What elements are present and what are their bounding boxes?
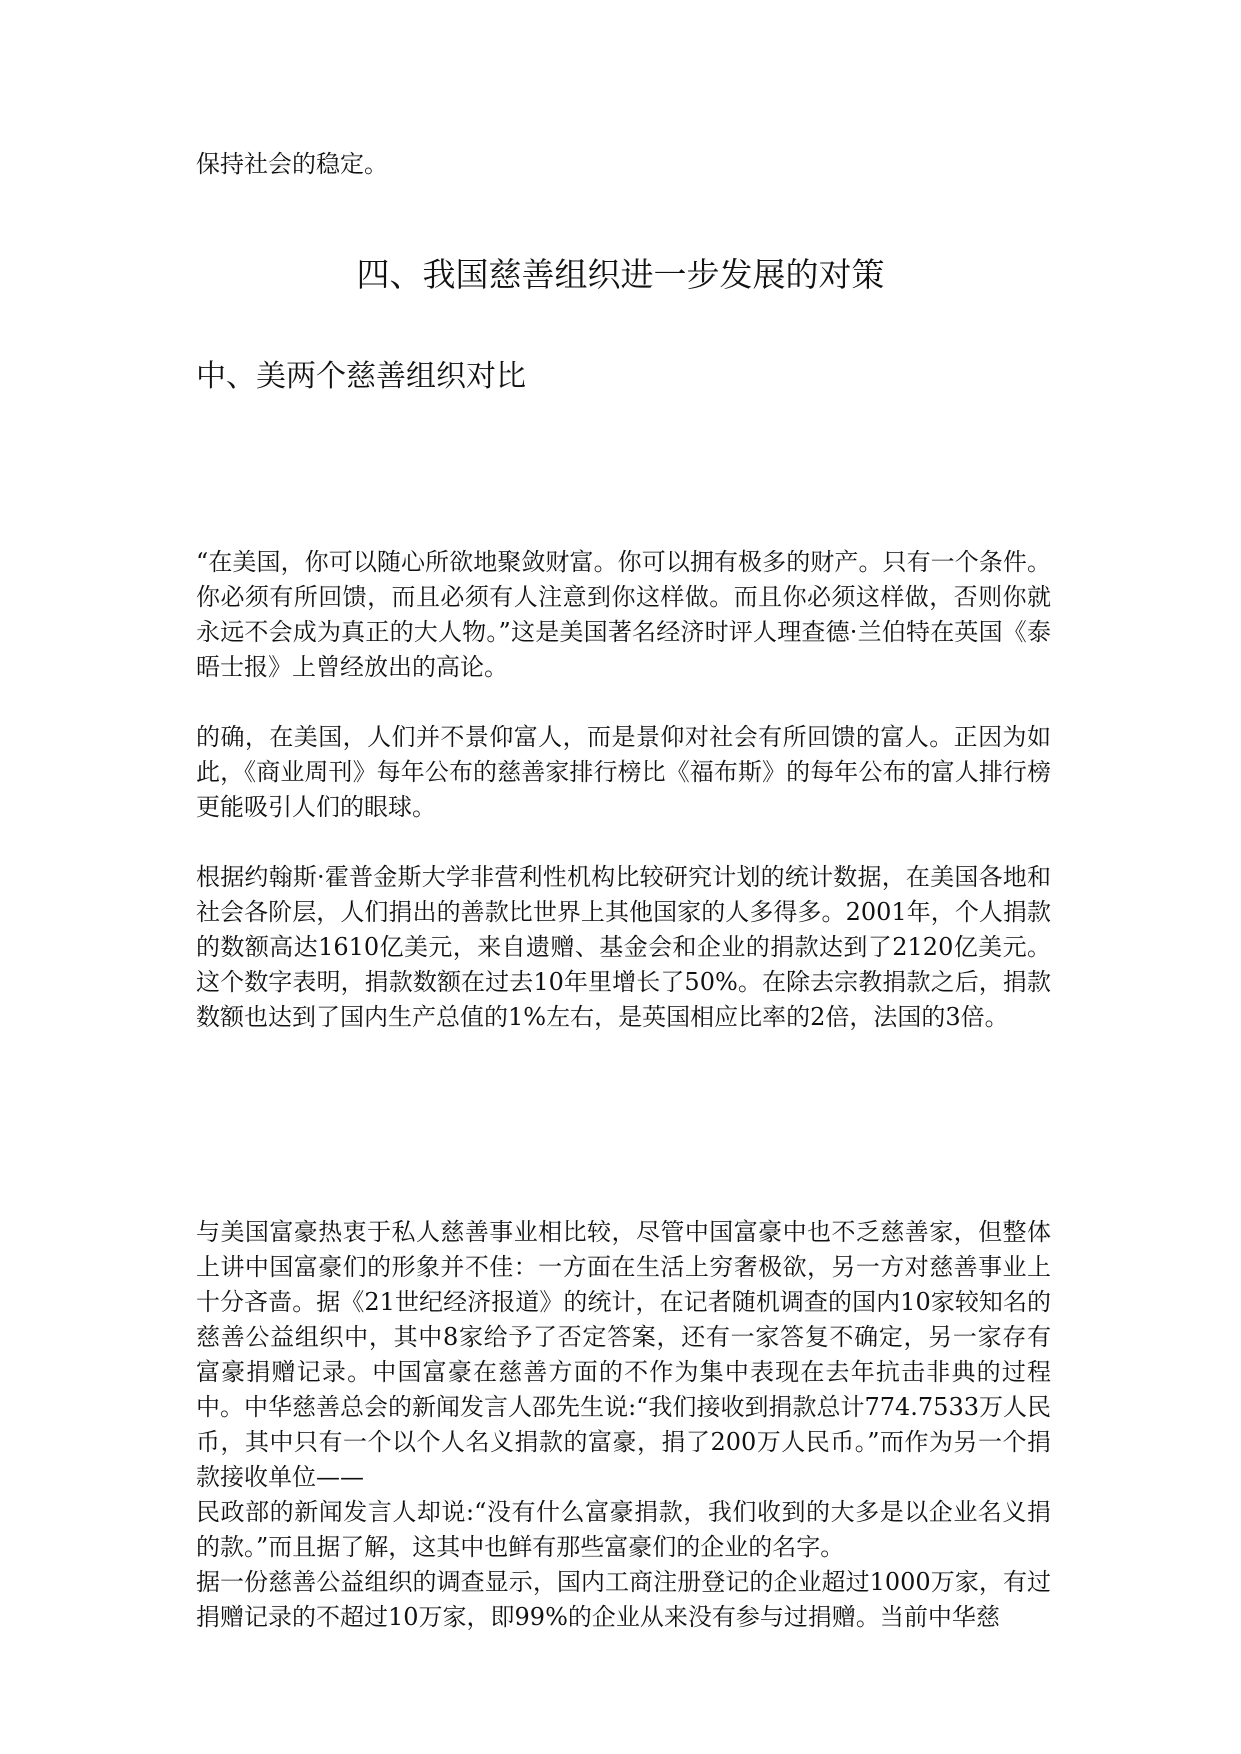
- paragraph-china-comparison: 与美国富豪热衷于私人慈善事业相比较，尽管中国富豪中也不乏慈善家，但整体上讲中国富豪们的形象并不佳：一方面在生活上穷奢极欲，另一方对慈善事业上十分吝啬。据《21世纪经济报道》的统计，在记者随机调查的国内10家较知名的慈善公益组织中，其中8家给予了否定答案，还有一家答复不确定，另一家存有富豪捐赠记录。中国富豪在慈善方面的不作为集中表现在去年抗击非典的过程中。中华慈善总会的新闻发言人邵先生说:“我们接收到捐款总计774.7533万人民币，其中只有一个以个人名义捐款的富豪，捐了200万人民币。”而作为另一个捐款接收单位——: [196, 1218, 1051, 1491]
- paragraph-lambert-quote: “在美国，你可以随心所欲地聚敛财富。你可以拥有极多的财产。只有一个条件。你必须有所回馈，而且必须有人注意到你这样做。而且你必须这样做，否则你就永远不会成为真正的大人物。”这是美国著名经济时评人理查德·兰伯特在英国《泰晤士报》上曾经放出的高论。: [196, 548, 1051, 681]
- paragraph-civil-affairs: 民政部的新闻发言人却说:“没有什么富豪捐款，我们收到的大多是以企业名义捐的款。”而且据了解，这其中也鲜有那些富豪们的企业的名字。: [196, 1498, 1051, 1561]
- subsection-title: 中、美两个慈善组织对比: [196, 359, 526, 394]
- paragraph-enterprise-survey: 据一份慈善公益组织的调查显示，国内工商注册登记的企业超过1000万家，有过捐赠记录的不超过10万家，即99%的企业从来没有参与过捐赠。当前中华慈: [196, 1568, 1051, 1631]
- paragraph-hopkins-statistics: 根据约翰斯·霍普金斯大学非营利性机构比较研究计划的统计数据，在美国各地和社会各阶层，人们捐出的善款比世界上其他国家的人多得多。2001年，个人捐款的数额高达1610亿美元，来自遗赠、基金会和企业的捐款达到了2120亿美元。这个数字表明，捐款数额在过去10年里增长了50%。在除去宗教捐款之后，捐款数额也达到了国内生产总值的1%左右，是英国相应比率的2倍，法国的3倍。: [196, 863, 1051, 1031]
- intro-line: 保持社会的稳定。: [196, 150, 388, 178]
- paragraph-us-admiration: 的确，在美国，人们并不景仰富人，而是景仰对社会有所回馈的富人。正因为如此，《商业周刊》每年公布的慈善家排行榜比《福布斯》的每年公布的富人排行榜更能吸引人们的眼球。: [196, 723, 1051, 821]
- section-title: 四、我国慈善组织进一步发展的对策: [356, 255, 885, 294]
